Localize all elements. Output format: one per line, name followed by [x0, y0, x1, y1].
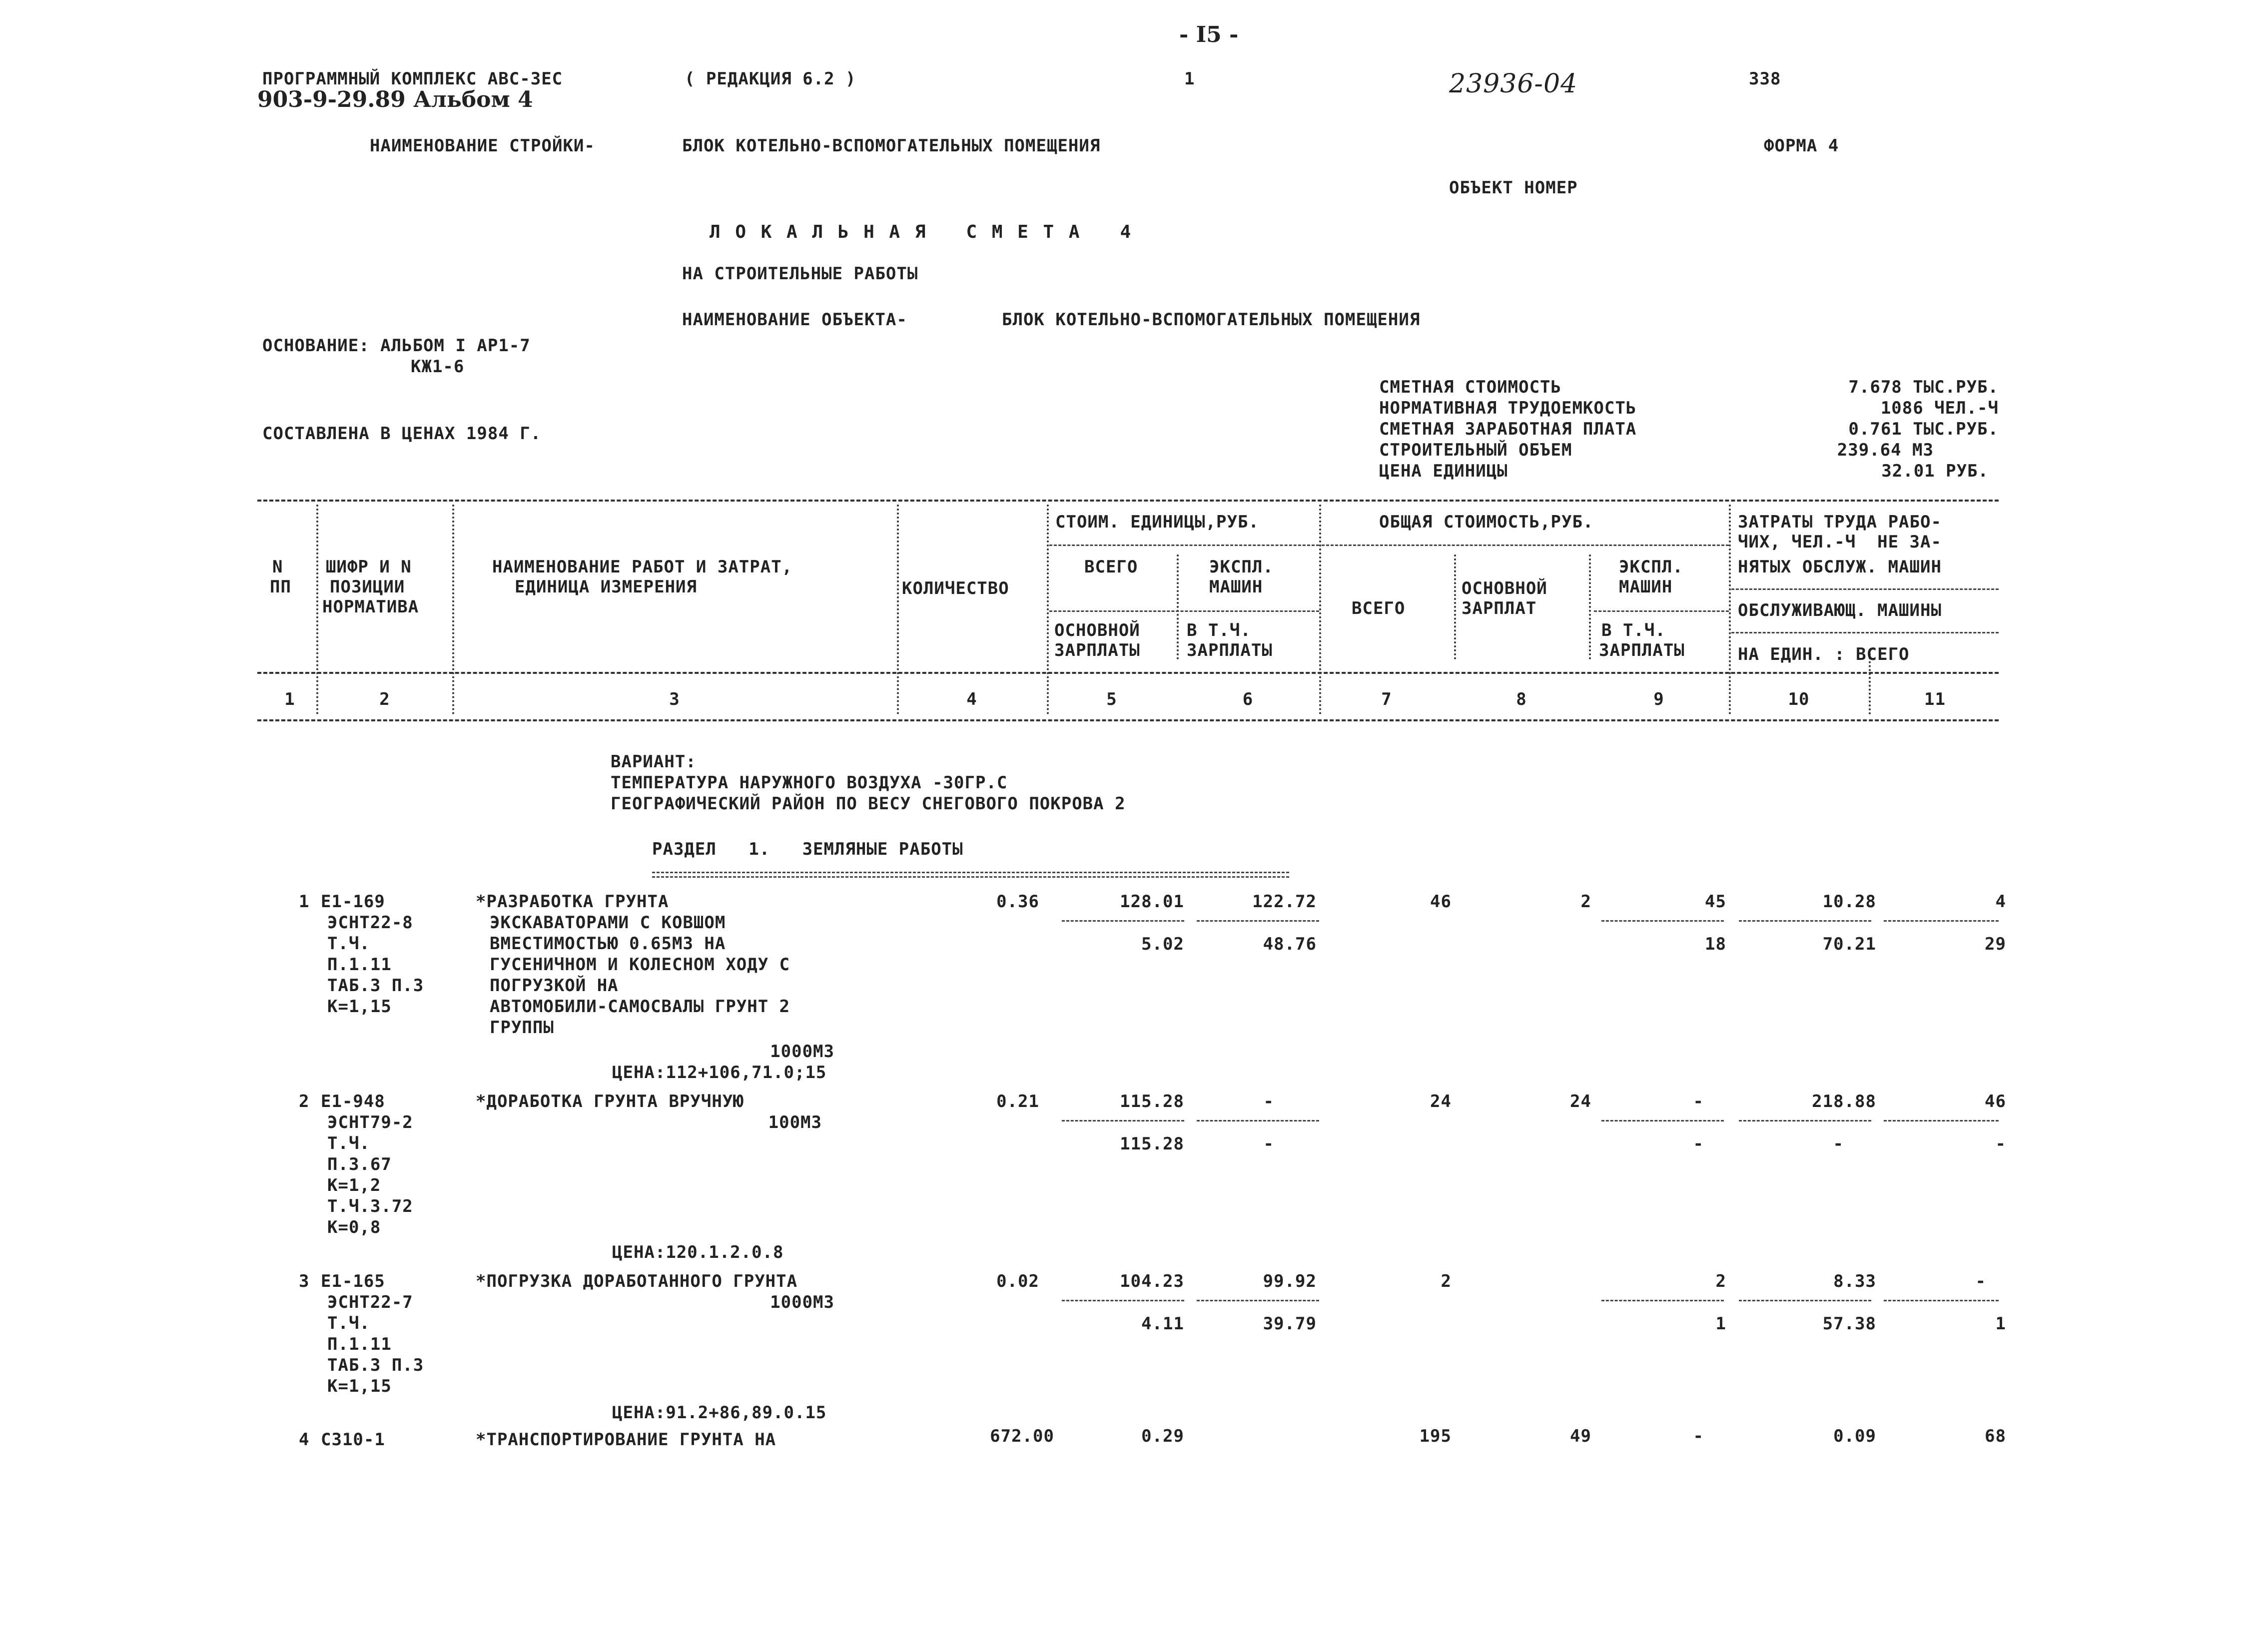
row-number: 2 [299, 1092, 310, 1111]
row-code: Е1-165 [321, 1271, 385, 1291]
summary-label: СМЕТНАЯ ЗАРАБОТНАЯ ПЛАТА [1379, 419, 1637, 439]
row-unit-machine-wage: 48.76 [1263, 934, 1317, 954]
row-code: К=1,15 [327, 997, 392, 1017]
column-number: 6 [1242, 689, 1254, 709]
estimate-title: Л О К А Л Ь Н А Я С М Е Т А 4 [710, 222, 1133, 242]
row-price-formula: ЦЕНА:120.1.2.0.8 [612, 1242, 784, 1262]
row-quantity: 672.00 [990, 1426, 1054, 1446]
summary-value: 32.01 РУБ. [1881, 461, 1989, 481]
row-sub-rule [1601, 1300, 1724, 1301]
summary-value: 0.761 ТЫС.РУБ. [1848, 419, 1999, 439]
row-unit-machine-wage: - [1263, 1134, 1274, 1154]
row-sub-rule [1884, 920, 1999, 922]
header-total-incl: В Т.Ч. [1601, 620, 1666, 640]
row-unit-machines: - [1263, 1092, 1274, 1111]
col-divider [897, 505, 899, 714]
column-number: 9 [1653, 689, 1664, 709]
table-numbers-rule [257, 719, 1999, 721]
summary-label: ЦЕНА ЕДИНИЦЫ [1379, 461, 1508, 481]
row-quantity: 0.02 [996, 1271, 1039, 1291]
row-quantity: 0.21 [996, 1092, 1039, 1111]
header-labor: ЧИХ, ЧЕЛ.-Ч НЕ ЗА- [1738, 532, 1942, 552]
row-total-machines: - [1693, 1092, 1704, 1111]
col-divider [1454, 554, 1456, 659]
col-divider [1047, 505, 1049, 714]
header-total-cost: ОБЩАЯ СТОИМОСТЬ,РУБ. [1379, 512, 1594, 532]
variant-temperature: ТЕМПЕРАТУРА НАРУЖНОГО ВОЗДУХА -30ГР.С [611, 773, 1008, 793]
header-unit-machines: МАШИН [1209, 577, 1263, 597]
header-total-machines: ЭКСПЛ. [1619, 557, 1683, 577]
header-labor: ЗАТРАТЫ ТРУДА РАБО- [1738, 512, 1942, 532]
page-code: 338 [1749, 69, 1781, 89]
header-base-wage: ОСНОВНОЙ [1054, 620, 1140, 640]
column-number: 7 [1381, 689, 1392, 709]
column-number: 10 [1788, 689, 1810, 709]
basis-line-1: ОСНОВАНИЕ: АЛЬБОМ I АР1-7 [262, 336, 531, 356]
row-code: Е1-948 [321, 1092, 385, 1111]
column-number: 2 [379, 689, 390, 709]
row-sub-rule [1197, 1300, 1319, 1301]
header-total-incl: ЗАРПЛАТЫ [1599, 640, 1685, 660]
basis-line-2: КЖ1-6 [411, 357, 465, 377]
row-sub-rule [1601, 920, 1724, 922]
section-underline [652, 872, 1289, 878]
row-total-machines: - [1693, 1426, 1704, 1446]
row-name: ГУСЕНИЧНОМ И КОЛЕСНОМ ХОДУ С [490, 955, 790, 975]
row-labor-machine-total: 29 [1985, 934, 2006, 954]
row-code: П.3.67 [327, 1154, 392, 1174]
col-divider [316, 505, 318, 714]
row-sub-rule [1197, 920, 1319, 922]
row-labor-total: 46 [1985, 1092, 2006, 1111]
header-sub-rule [1049, 545, 1319, 546]
row-total-wage: 49 [1570, 1426, 1591, 1446]
row-code: ТАБ.3 П.3 [327, 976, 424, 996]
header-code: ШИФР И N [326, 557, 412, 577]
price-level: СОСТАВЛЕНА В ЦЕНАХ 1984 Г. [262, 424, 542, 444]
row-total-wage: 2 [1580, 892, 1591, 912]
row-code: Т.Ч. [327, 1133, 370, 1153]
row-unit-machine-wage: 39.79 [1263, 1314, 1317, 1334]
column-number: 4 [966, 689, 977, 709]
row-name: ЭКСКАВАТОРАМИ С КОВШОМ [490, 913, 726, 933]
row-name: *ТРАНСПОРТИРОВАНИЕ ГРУНТА НА [476, 1430, 776, 1450]
row-name: ПОГРУЗКОЙ НА [490, 976, 619, 996]
row-total: 195 [1419, 1426, 1452, 1446]
header-labor: НЯТЫХ ОБСЛУЖ. МАШИН [1738, 557, 1942, 577]
row-total: 24 [1430, 1092, 1452, 1111]
form-number: ФОРМА 4 [1764, 136, 1839, 156]
summary-label: СТРОИТЕЛЬНЫЙ ОБЪЕМ [1379, 440, 1572, 460]
row-name: *ДОРАБОТКА ГРУНТА ВРУЧНУЮ [476, 1092, 744, 1111]
row-labor-unit: 218.88 [1812, 1092, 1876, 1111]
summary-value: 7.678 ТЫС.РУБ. [1848, 377, 1999, 397]
row-code: С310-1 [321, 1430, 385, 1450]
header-incl-wage: В Т.Ч. [1187, 620, 1251, 640]
row-labor-unit: 10.28 [1822, 892, 1876, 912]
construction-label: НАИМЕНОВАНИЕ СТРОЙКИ- [370, 136, 595, 156]
row-labor-unit: 8.33 [1833, 1271, 1876, 1291]
row-unit-total: 0.29 [1141, 1426, 1184, 1446]
header-quantity: КОЛИЧЕСТВО [902, 578, 1009, 598]
row-sub-rule [1062, 1300, 1184, 1301]
row-code: ЭСНТ22-7 [327, 1292, 413, 1312]
row-unit-wage: 115.28 [1120, 1134, 1184, 1154]
row-total-machine-wage: - [1693, 1134, 1704, 1154]
header-labor: НА ЕДИН. : ВСЕГО [1738, 644, 1910, 664]
row-total-wage: 24 [1570, 1092, 1591, 1111]
header-sub-rule [1731, 632, 1999, 633]
row-unit: 100М3 [768, 1112, 822, 1132]
header-code: ПОЗИЦИИ [330, 577, 405, 597]
header-total: ВСЕГО [1352, 598, 1406, 618]
header-sub-rule [1049, 610, 1319, 612]
row-sub-rule [1062, 920, 1184, 922]
row-sub-rule [1197, 1120, 1319, 1121]
row-name: *ПОГРУЗКА ДОРАБОТАННОГО ГРУНТА [476, 1271, 798, 1291]
table-header-rule [257, 672, 1999, 674]
row-name: *РАЗРАБОТКА ГРУНТА [476, 892, 669, 912]
row-code: Т.Ч.3.72 [327, 1196, 413, 1216]
row-labor-total: 68 [1985, 1426, 2006, 1446]
row-sub-rule [1601, 1120, 1724, 1121]
col-divider [1729, 505, 1731, 714]
col-divider [1319, 505, 1321, 714]
header-unit-cost: СТОИМ. ЕДИНИЦЫ,РУБ. [1055, 512, 1259, 532]
row-total-machine-wage: 18 [1705, 934, 1726, 954]
header-unit-total: ВСЕГО [1084, 557, 1138, 577]
row-total: 2 [1441, 1271, 1452, 1291]
row-code: П.1.11 [327, 1334, 392, 1354]
estimate-subtitle: НА СТРОИТЕЛЬНЫЕ РАБОТЫ [682, 264, 918, 284]
row-number: 3 [299, 1271, 310, 1291]
column-number: 5 [1106, 689, 1117, 709]
header-sub-rule [1594, 610, 1729, 612]
page-number: - I5 - [1179, 22, 1239, 47]
summary-value: 239.64 М3 [1837, 440, 1934, 460]
row-code: ЭСНТ79-2 [327, 1112, 413, 1132]
summary-label: СМЕТНАЯ СТОИМОСТЬ [1379, 377, 1561, 397]
row-sub-rule [1062, 1120, 1184, 1121]
variant-label: ВАРИАНТ: [611, 752, 697, 772]
sheet-number: 1 [1184, 69, 1195, 89]
row-unit-machines: 99.92 [1263, 1271, 1317, 1291]
row-name: ГРУППЫ [490, 1018, 554, 1038]
row-code: Е1-169 [321, 892, 385, 912]
row-name: ВМЕСТИМОСТЬЮ 0.65М3 НА [490, 934, 726, 954]
construction-name: БЛОК КОТЕЛЬНО-ВСПОМОГАТЕЛЬНЫХ ПОМЕЩЕНИЯ [682, 136, 1101, 156]
col-divider [1177, 554, 1179, 659]
row-code: К=1,15 [327, 1376, 392, 1396]
header-n: N [272, 557, 283, 577]
header-unit-machines: ЭКСПЛ. [1209, 557, 1274, 577]
header-name: НАИМЕНОВАНИЕ РАБОТ И ЗАТРАТ, [492, 557, 793, 577]
row-unit-wage: 5.02 [1141, 934, 1184, 954]
object-name: БЛОК КОТЕЛЬНО-ВСПОМОГАТЕЛЬНЫХ ПОМЕЩЕНИЯ [1002, 310, 1421, 330]
row-labor-unit: 0.09 [1833, 1426, 1876, 1446]
row-total-machines: 2 [1715, 1271, 1726, 1291]
row-code: ТАБ.3 П.3 [327, 1355, 424, 1375]
header-main-wage: ЗАРПЛАТ [1462, 598, 1537, 618]
project-number: 903-9-29.89 Альбом 4 [257, 87, 533, 112]
row-unit-machines: 122.72 [1252, 892, 1317, 912]
header-sub-rule [1322, 545, 1729, 546]
row-labor-total: - [1975, 1271, 1986, 1291]
row-price-formula: ЦЕНА:112+106,71.0;15 [612, 1063, 827, 1083]
row-unit: 1000М3 [770, 1292, 834, 1312]
summary-label: НОРМАТИВНАЯ ТРУДОЕМКОСТЬ [1379, 398, 1637, 418]
row-labor-machine-total: - [1995, 1134, 2006, 1154]
row-labor-machine-total: 1 [1995, 1314, 2006, 1334]
row-total-machine-wage: 1 [1715, 1314, 1726, 1334]
row-code: Т.Ч. [327, 1313, 370, 1333]
software-edition: ( РЕДАКЦИЯ 6.2 ) [685, 69, 856, 89]
row-name: АВТОМОБИЛИ-САМОСВАЛЫ ГРУНТ 2 [490, 997, 790, 1017]
row-sub-rule [1884, 1120, 1999, 1121]
row-number: 4 [299, 1430, 310, 1450]
header-n: ПП [270, 577, 291, 597]
column-number: 11 [1924, 689, 1946, 709]
software-name: ПРОГРАММНЫЙ КОМПЛЕКС АВС-3ЕС [262, 69, 563, 89]
row-unit-wage: 4.11 [1141, 1314, 1184, 1334]
row-total: 46 [1430, 892, 1452, 912]
row-code: Т.Ч. [327, 934, 370, 954]
row-code: К=0,8 [327, 1217, 381, 1237]
header-name: ЕДИНИЦА ИЗМЕРЕНИЯ [515, 577, 697, 597]
row-sub-rule [1739, 920, 1871, 922]
col-divider [1589, 554, 1591, 659]
header-incl-wage: ЗАРПЛАТЫ [1187, 640, 1273, 660]
row-labor-total: 4 [1995, 892, 2006, 912]
row-unit-total: 128.01 [1120, 892, 1184, 912]
row-labor-machine-unit: 70.21 [1822, 934, 1876, 954]
row-unit-total: 115.28 [1120, 1092, 1184, 1111]
row-total-machines: 45 [1705, 892, 1726, 912]
row-sub-rule [1884, 1300, 1999, 1301]
row-code: П.1.11 [327, 955, 392, 975]
row-sub-rule [1739, 1300, 1871, 1301]
header-base-wage: ЗАРПЛАТЫ [1054, 640, 1140, 660]
table-top-rule [257, 500, 1999, 502]
object-number-label: ОБЪЕКТ НОМЕР [1449, 178, 1578, 198]
col-divider [452, 505, 454, 714]
row-quantity: 0.36 [996, 892, 1039, 912]
summary-value: 1086 ЧЕЛ.-Ч [1880, 398, 1999, 418]
header-total-machines: МАШИН [1619, 577, 1673, 597]
variant-snow-region: ГЕОГРАФИЧЕСКИЙ РАЙОН ПО ВЕСУ СНЕГОВОГО ПОКРОВА 2 [611, 794, 1126, 814]
section-title: РАЗДЕЛ 1. ЗЕМЛЯНЫЕ РАБОТЫ [652, 839, 963, 859]
column-number: 8 [1516, 689, 1527, 709]
column-number: 1 [284, 689, 295, 709]
header-code: НОРМАТИВА [322, 597, 419, 617]
header-labor: ОБСЛУЖИВАЮЩ. МАШИНЫ [1738, 600, 1942, 620]
row-sub-rule [1739, 1120, 1871, 1121]
row-code: ЭСНТ22-8 [327, 913, 413, 933]
row-unit: 1000М3 [770, 1042, 834, 1062]
row-number: 1 [299, 892, 310, 912]
document-number: 23936-04 [1449, 69, 1578, 99]
header-sub-rule [1731, 588, 1999, 590]
header-main-wage: ОСНОВНОЙ [1462, 578, 1547, 598]
row-labor-machine-unit: 57.38 [1822, 1314, 1876, 1334]
row-labor-machine-unit: - [1833, 1134, 1844, 1154]
row-unit-total: 104.23 [1120, 1271, 1184, 1291]
object-label: НАИМЕНОВАНИЕ ОБЪЕКТА- [682, 310, 907, 330]
row-code: К=1,2 [327, 1175, 381, 1195]
column-number: 3 [669, 689, 680, 709]
row-price-formula: ЦЕНА:91.2+86,89.0.15 [612, 1403, 827, 1423]
